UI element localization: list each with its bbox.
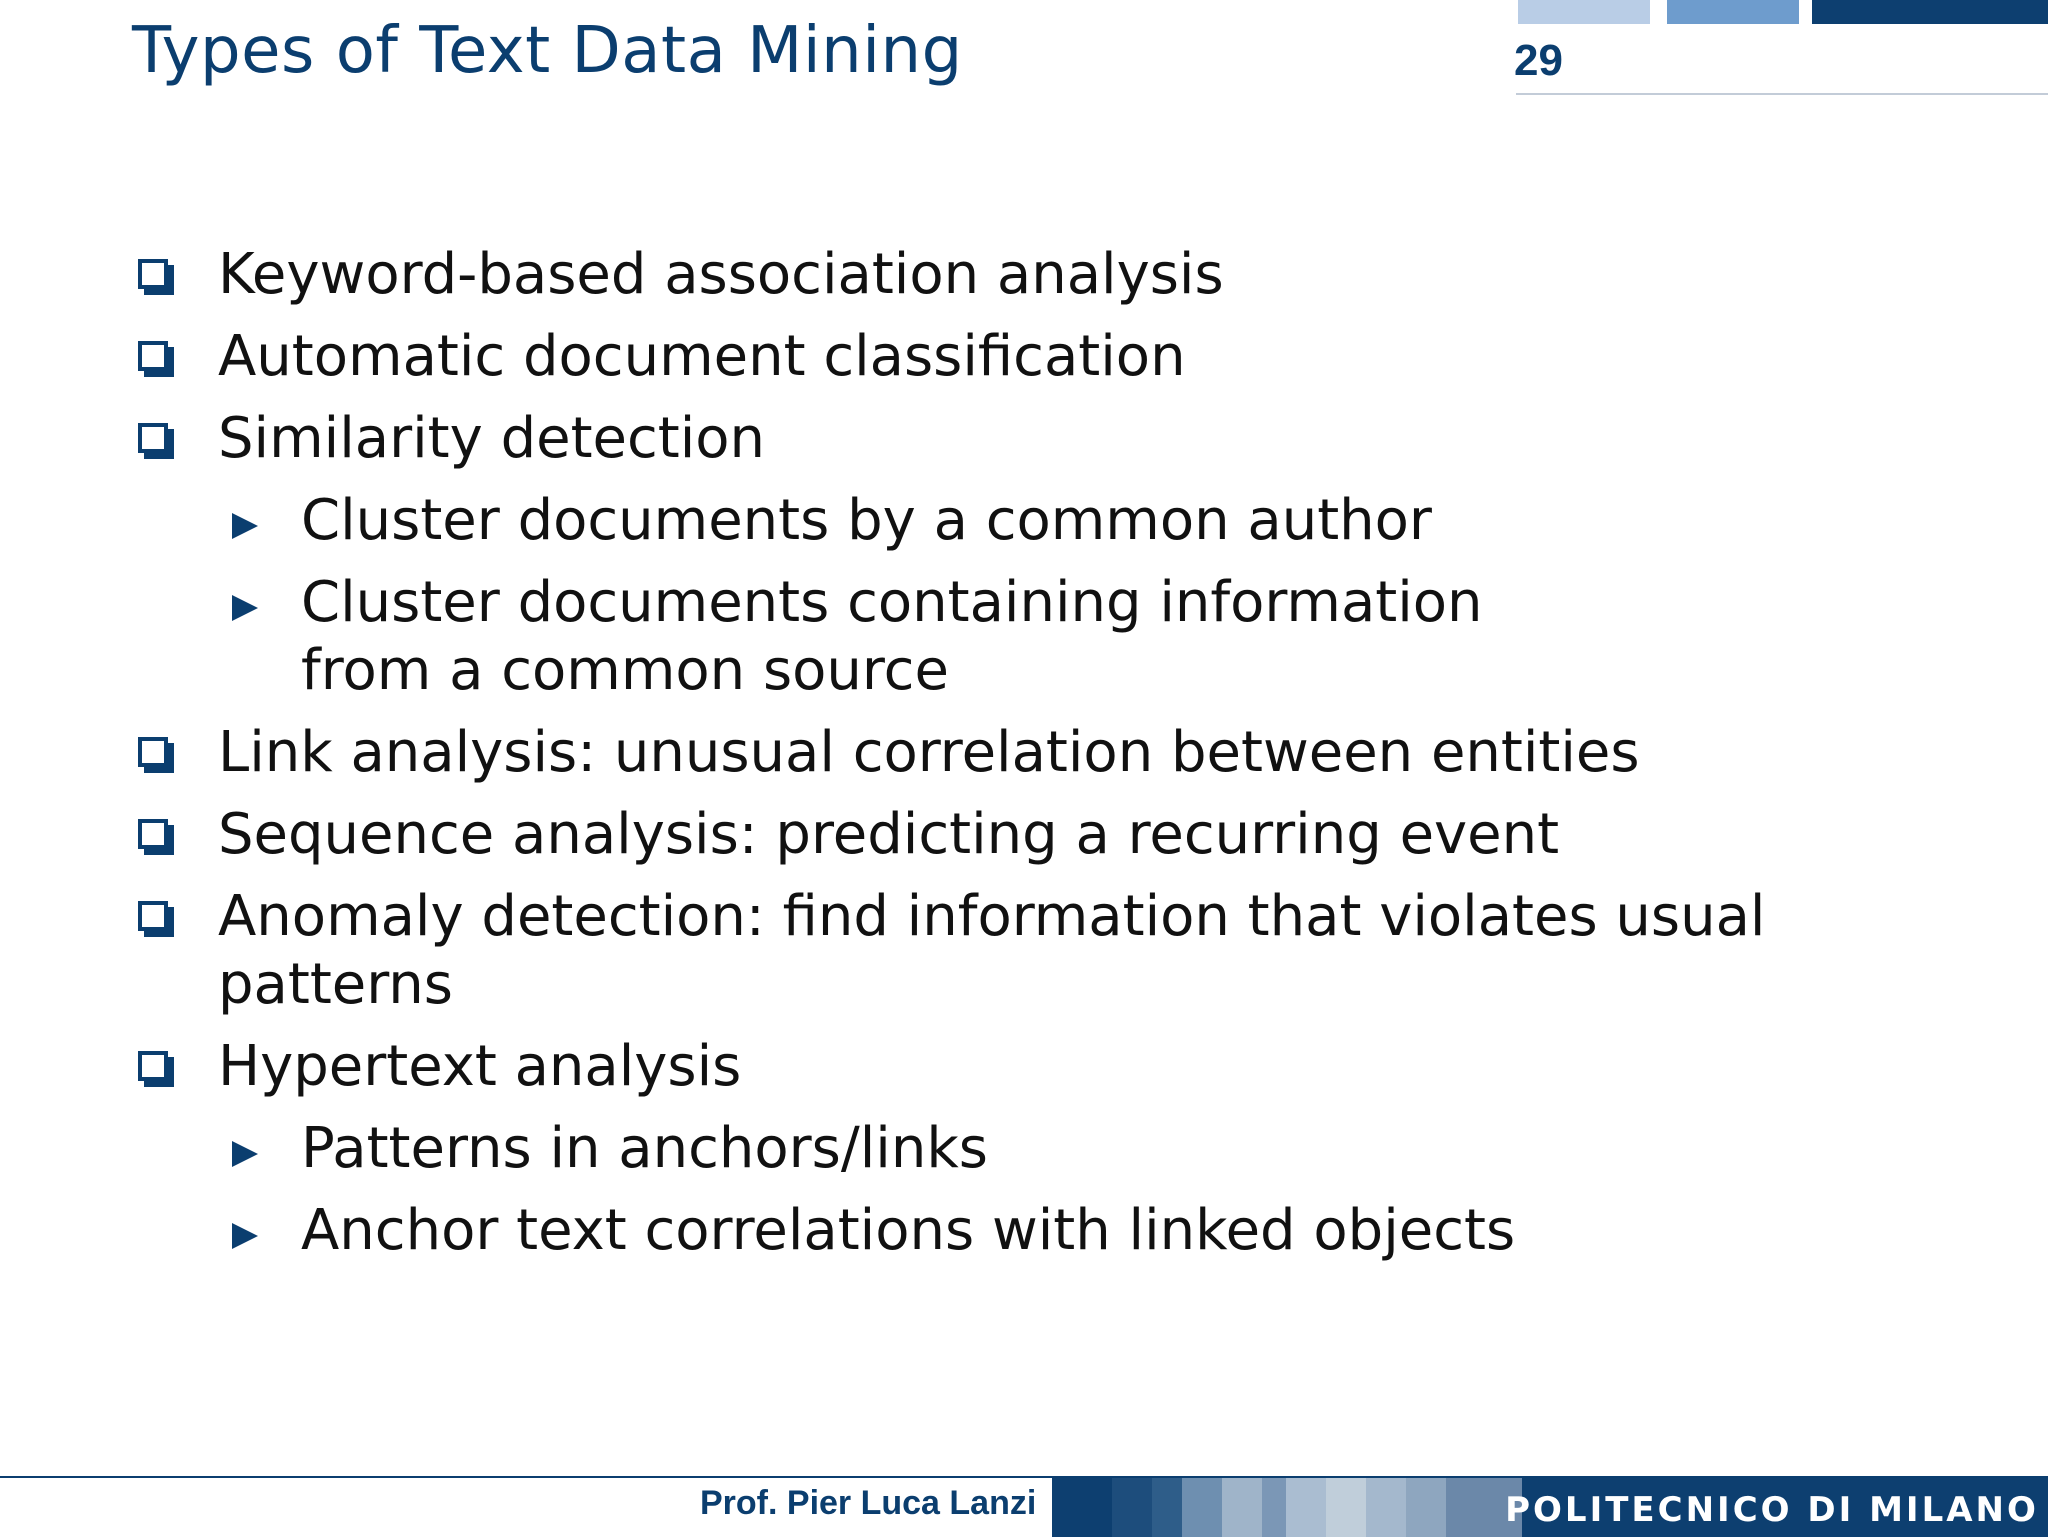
bullet-text: patterns [218,952,453,1017]
footer-band-segment [1286,1478,1326,1537]
bullet-text: Similarity detection [218,406,766,471]
bullet-text: Cluster documents containing information [301,570,1483,635]
footer-band-segment [1262,1478,1286,1537]
header-decor-block [1812,0,2048,24]
footer-author: Prof. Pier Luca Lanzi [700,1484,1037,1522]
slide-number: 29 [1514,36,1563,85]
footer-institution-logo: POLITECNICO DI MILANO [1505,1490,2039,1530]
bullet-text: Patterns in anchors/links [301,1116,988,1181]
bullet-text: Cluster documents by a common author [301,488,1432,553]
footer-band-segment [1222,1478,1262,1537]
arrow-bullet-icon [230,593,260,623]
footer-band-segment [1052,1478,1112,1537]
arrow-bullet-icon [230,511,260,541]
footer-band-segment [1112,1478,1152,1537]
footer-band-segment [1152,1478,1182,1537]
arrow-bullet-icon [230,1221,260,1251]
header-divider [1516,93,2048,95]
square-bullet-icon [138,259,168,289]
bullet-text: Keyword-based association analysis [218,242,1224,307]
square-bullet-icon [138,737,168,767]
bullet-text: Link analysis: unusual correlation between entities [218,720,1640,785]
arrow-bullet-icon [230,1139,260,1169]
header-decor-block [1518,0,1650,24]
footer-band-segment [1406,1478,1446,1537]
slide-title: Types of Text Data Mining [132,14,963,88]
bullet-text: Sequence analysis: predicting a recurring event [218,802,1560,867]
square-bullet-icon [138,1051,168,1081]
bullet-text: Automatic document classification [218,324,1186,389]
square-bullet-icon [138,341,168,371]
bullet-text: Hypertext analysis [218,1034,742,1099]
footer-band-segment [1366,1478,1406,1537]
header-decor-block [1667,0,1799,24]
square-bullet-icon [138,819,168,849]
bullet-text: Anomaly detection: find information that violates usual [218,884,1766,949]
footer-band-segment [1182,1478,1222,1537]
bullet-text: Anchor text correlations with linked objects [301,1198,1516,1263]
bullet-text: from a common source [301,638,949,703]
square-bullet-icon [138,423,168,453]
square-bullet-icon [138,901,168,931]
footer-band-segment [1326,1478,1366,1537]
